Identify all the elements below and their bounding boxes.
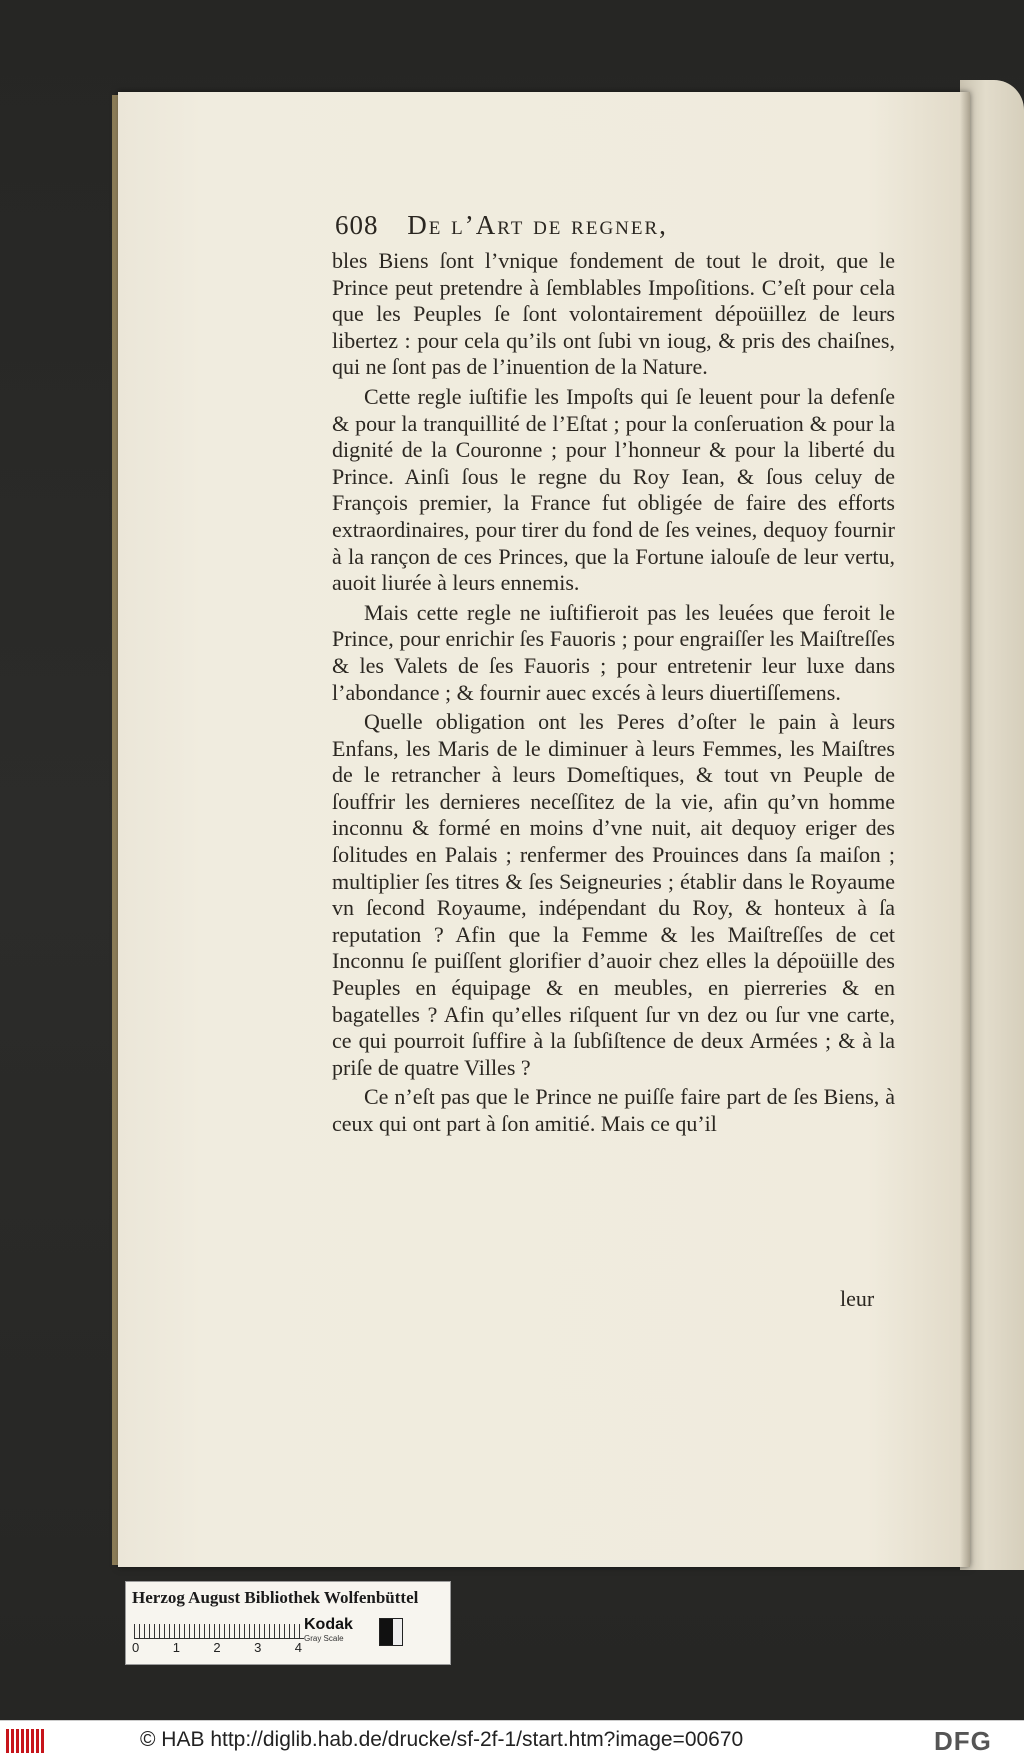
paragraph: Cette regle iuſtifie les Impoſts qui ſe leuent pour la defenſe & pour la tranquillité de l’Eſtat ; pour la conſeruation & pour la dignité de la Couronne ; pour l’honneur & pour la liberté du Prince. Ainſi ſous le regne du Roy Iean, & ſous celuy de François premier, la France fut obligée de faire des efforts extraordinaires, pour tirer du fond de ſes veines, dequoy fournir à la rançon de ces Princes, que la Fortune ialouſe de leur vertu, auoit liurée à leurs ennemis.	[332, 383, 895, 596]
library-color-card	[125, 1581, 451, 1665]
scale-ruler	[134, 1616, 304, 1639]
page-gutter-shadow	[960, 92, 970, 1567]
gray-swatch	[379, 1618, 403, 1646]
paragraph: Mais cette regle ne iuſtifieroit pas les leuées que feroit le Prince, pour enrichir ſes Fauoris ; pour engraiſſer les Maiſtreſſes & les Valets de ſes Fauoris ; pour entretenir leur luxe dans l’abondance ; & fournir auec excés à leurs diuertiſſemens.	[332, 599, 895, 705]
running-head	[335, 210, 790, 241]
body-text	[332, 248, 895, 1138]
ruler-number: 3	[254, 1640, 262, 1655]
footer-bar	[0, 1720, 1024, 1760]
paragraph: Ce n’eſt pas que le Prince ne puiſſe faire part de ſes Biens, à ceux qui ont part à ſon amitié. Mais ce qu’il	[332, 1084, 895, 1136]
dfg-logo: DFG	[934, 1726, 992, 1756]
running-title: De l’Art de regner,	[407, 210, 668, 240]
catchword: leur	[840, 1286, 875, 1311]
ruler-number: 0	[132, 1640, 140, 1655]
paragraph: Quelle obligation ont les Peres d’oſter le pain à leurs Enfans, les Maris de le diminuer à leurs Femmes, les Maiſtres de le retrancher à leurs Domeſtiques, & tout vn Peuple de ſouffrir les dernieres neceſſitez de la vie, afin qu’vn homme inconnu & formé en moins d’vne nuit, ait dequoy eriger des ſolitudes en Palais ; renfermer des Prouinces dans ſa maiſon ; multiplier ſes titres & ſes Seigneuries ; établir dans le Royaume vn ſecond Royaume, indépendant du Roy, & honteux à ſa reputation ? Afin que la Femme & les Maiſtreſſes de cet Inconnu ſe puiſſent glorifier d’auoir chez elles la dépoüille des Peuples en équipage & en meubles, en pierreries & en bagatelles ? Afin qu’elles riſquent ſur vn dez ou ſur vne carte, ce qui pourroit ſuffire à la ſubſiſtence de deux Armées ; & à la priſe de quatre Villes ?	[332, 709, 895, 1080]
ruler-number: 1	[172, 1640, 180, 1655]
gray-scale-label: Gray Scale	[304, 1634, 344, 1643]
barcode-icon	[6, 1729, 44, 1753]
footer-credit-link[interactable]: © HAB http://diglib.hab.de/drucke/sf-2f-1/start.htm?image=00670	[140, 1728, 744, 1751]
ruler-number: 2	[213, 1640, 221, 1655]
paragraph: bles Biens ſont l’vnique fondement de tout le droit, que le Prince peut pretendre à ſemblables Impoſitions. C’eſt pour cela que les Peuples ſe ſont volontairement dépoüillez de leurs libertez : pour cela qu’ils ont ſubi vn ioug, & pris des chaiſnes, qui ne ſont pas de l’inuention de la Nature.	[332, 248, 895, 380]
kodak-logo: Kodak	[304, 1616, 353, 1633]
ruler-number: 4	[294, 1640, 302, 1655]
page-number: 608	[335, 210, 379, 240]
ruler-numbers	[132, 1640, 302, 1655]
library-name: Herzog August Bibliothek Wolfenbüttel	[132, 1588, 419, 1607]
